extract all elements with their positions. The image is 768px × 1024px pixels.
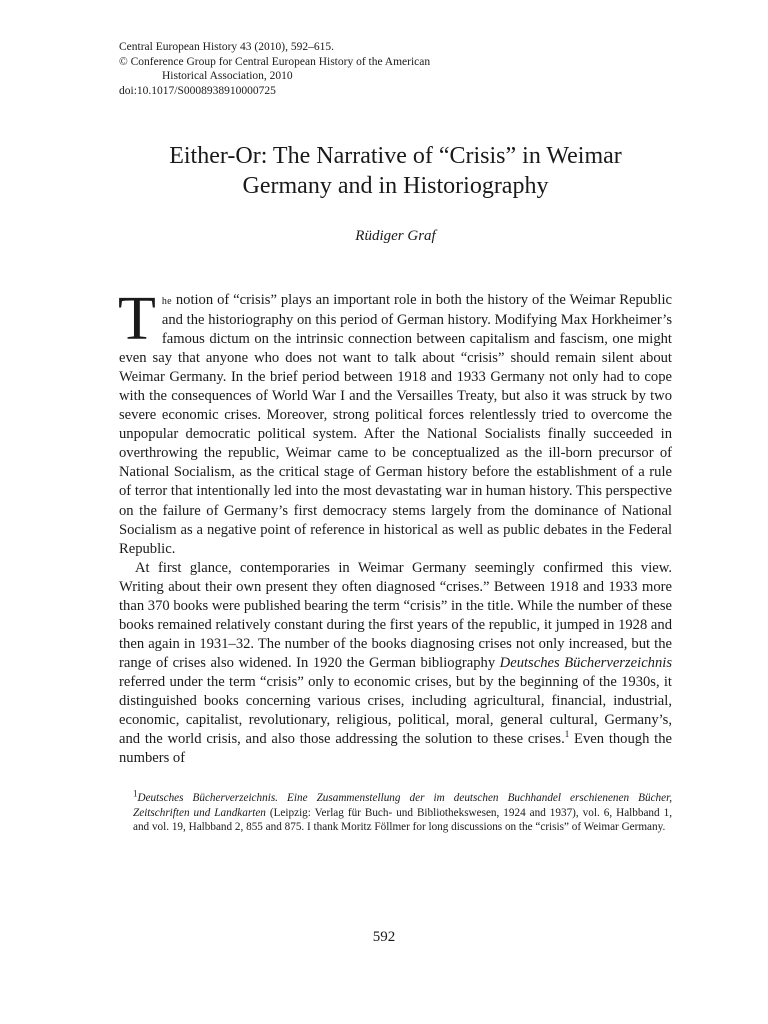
footnote-number: 1 xyxy=(133,788,138,799)
article-body xyxy=(118,285,672,768)
article-author: Rüdiger Graf xyxy=(355,228,436,244)
footnote-italic-title: Deutsches Bücherverzeichnis. Eine Zusammenstellung der im deutschen Buchhandel erschienenen Bücher, Zeitschriften und Landkarten xyxy=(133,792,672,819)
small-caps-lead: he xyxy=(161,296,172,307)
paragraph-1-text: notion of “crisis” plays an important role in both the history of the Weimar Republic and the historiography on this period of German history. Modifying Max Horkheimer’s famous dictum on the intrinsic connection between capitalism and fascism, one might even say that anyone who does not want to talk about “crisis” should remain silent about Weimar Germany. In the brief period between 1918 and 1933 Germany not only had to cope with the consequences of World War I and the Versailles Treaty, but also it was struck by two severe economic crises. Moreover, strong political forces relentlessly tried to overcome the unpopular democratic political system. After the National Socialists finally succeeded in overthrowing the republic, Weimar came to be conceptualized as the ill-born precursor of National Socialism, as the critical stage of German history before the establishment of a rule of terror that intentionally led into the most devastating war in human history. This perspective on the failure of Germany’s first democracy stems largely from the dominance of National Socialism as a negative point of reference in historical as well as public debates in the Federal Republic. xyxy=(119,292,672,557)
footnote xyxy=(119,788,672,835)
title-line-1: Either-Or: The Narrative of “Crisis” in Weimar xyxy=(169,143,622,169)
copyright-line: © Conference Group for Central European History of the American xyxy=(119,55,431,68)
article-page xyxy=(119,40,672,835)
footnote-1 xyxy=(119,788,672,835)
paragraph-2 xyxy=(119,559,672,769)
paragraph-2-text-b: referred under the term “crisis” only to economic crises, but by the beginning of the 1930s, it distinguished books concerning various crises, including agricultural, financial, industrial, economic, capitalist, revolutionary, religious, political, moral, general cultural, Germany’s, and the world crisis, and also those addressing the solution to these crises. xyxy=(119,673,672,748)
page-number: 592 xyxy=(372,929,396,945)
paragraph-2-text-a: At first glance, contemporaries in Weimar Germany seemingly confirmed this view. Writing about their own present they often diagnosed “crises.” Between 1918 and 1933 more than 370 books were published bearing the term “crisis” in the title. While the number of these books remained relatively constant during the first years of the republic, it jumped in 1928 and then again in 1931–32. The number of the books diagnosing crises not only increased, but the range of crises also widened. In 1920 the German bibliography xyxy=(119,559,672,671)
bibliography-title: Deutsches Bücherverzeichnis xyxy=(499,654,672,671)
doi: doi:10.1017/S0008938910000725 xyxy=(119,84,276,97)
journal-citation: Central European History 43 (2010), 592–615. xyxy=(119,41,334,53)
journal-header xyxy=(119,40,672,98)
paragraph-2-text-c: Even though the numbers of xyxy=(119,731,672,767)
title-line-2: Germany and in Historiography xyxy=(242,173,549,199)
footnote-text: (Leipzig: Verlag für Buch- und Bibliothekswesen, 1924 and 1937), vol. 6, Halbband 1, and vol. 19, Halbband 2, 855 and 875. I thank Moritz Föllmer for long discussions on the “crisis” of Weimar Germany. xyxy=(133,806,672,834)
footnote-reference[interactable]: 1 xyxy=(564,729,570,740)
article-title xyxy=(119,141,672,201)
drop-cap: T xyxy=(118,285,156,353)
copyright-line-continued: Historical Association, 2010 xyxy=(162,70,293,82)
paragraph-1 xyxy=(118,285,672,559)
